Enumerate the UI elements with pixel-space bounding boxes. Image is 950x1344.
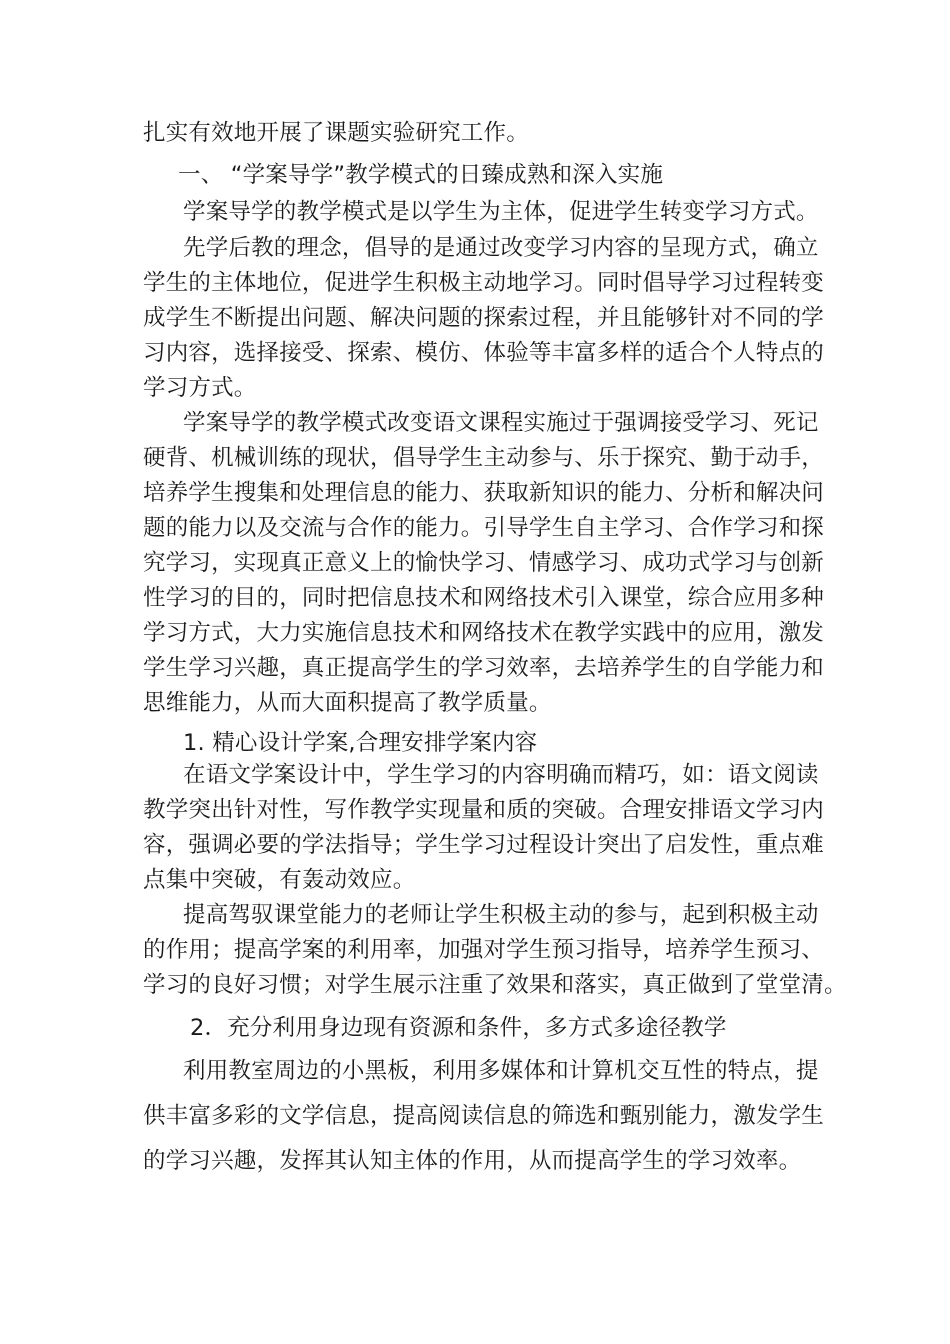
paragraph-line: 先学后教的理念，倡导的是通过改变学习内容的呈现方式，确立: [183, 235, 819, 261]
paragraph-line: 学案导学的教学模式是以学生为主体，促进学生转变学习方式。: [183, 199, 819, 225]
paragraph-line: 容，强调必要的学法指导；学生学习过程设计突出了启发性，重点难: [143, 832, 825, 858]
paragraph-line: 供丰富多彩的文学信息，提高阅读信息的筛选和甄别能力，激发学生: [143, 1103, 825, 1129]
paragraph-line: 扎实有效地开展了课题实验研究工作。: [143, 120, 529, 146]
paragraph-line: 的学习兴趣，发挥其认知主体的作用，从而提高学生的学习效率。: [143, 1148, 802, 1174]
paragraph-line: 在语文学案设计中，学生学习的内容明确而精巧，如：语文阅读: [183, 762, 819, 788]
paragraph-line: 习内容，选择接受、探索、模仿、体验等丰富多样的适合个人特点的: [143, 340, 825, 366]
paragraph-line: 学习方式。: [143, 375, 257, 401]
section-heading: 一、 “学案导学”教学模式的日臻成熟和深入实施: [178, 162, 664, 188]
paragraph-line: 成学生不断提出问题、解决问题的探索过程，并且能够针对不同的学: [143, 305, 825, 331]
paragraph-line: 利用教室周边的小黑板，利用多媒体和计算机交互性的特点，提: [183, 1058, 819, 1084]
paragraph-line: 题的能力以及交流与合作的能力。引导学生自主学习、合作学习和探: [143, 515, 825, 541]
paragraph-line: 硬背、机械训练的现状，倡导学生主动参与、乐于探究、勤于动手，: [143, 445, 825, 471]
paragraph-line: 学生学习兴趣，真正提高学生的学习效率，去培养学生的自学能力和: [143, 655, 825, 681]
paragraph-line: 思维能力，从而大面积提高了教学质量。: [143, 690, 552, 716]
paragraph-line: 学案导学的教学模式改变语文课程实施过于强调接受学习、死记: [183, 410, 819, 436]
subsection-heading: 2．充分利用身边现有资源和条件，多方式多途径教学: [190, 1015, 727, 1041]
paragraph-line: 培养学生搜集和处理信息的能力、获取新知识的能力、分析和解决问: [143, 480, 825, 506]
paragraph-line: 究学习，实现真正意义上的愉快学习、情感学习、成功式学习与创新: [143, 550, 825, 576]
paragraph-line: 性学习的目的，同时把信息技术和网络技术引入课堂，综合应用多种: [143, 585, 825, 611]
paragraph-line: 点集中突破，有轰动效应。: [143, 867, 416, 893]
paragraph-line: 学习的良好习惯；对学生展示注重了效果和落实，真正做到了堂堂清。: [143, 972, 847, 998]
paragraph-line: 学习方式，大力实施信息技术和网络技术在教学实践中的应用，激发: [143, 620, 825, 646]
paragraph-line: 的作用；提高学案的利用率，加强对学生预习指导，培养学生预习、: [143, 937, 825, 963]
paragraph-line: 学生的主体地位，促进学生积极主动地学习。同时倡导学习过程转变: [143, 270, 825, 296]
subsection-heading: 1. 精心设计学案,合理安排学案内容: [183, 730, 538, 756]
paragraph-line: 教学突出针对性，写作教学实现量和质的突破。合理安排语文学习内: [143, 797, 825, 823]
paragraph-line: 提高驾驭课堂能力的老师让学生积极主动的参与，起到积极主动: [183, 902, 819, 928]
